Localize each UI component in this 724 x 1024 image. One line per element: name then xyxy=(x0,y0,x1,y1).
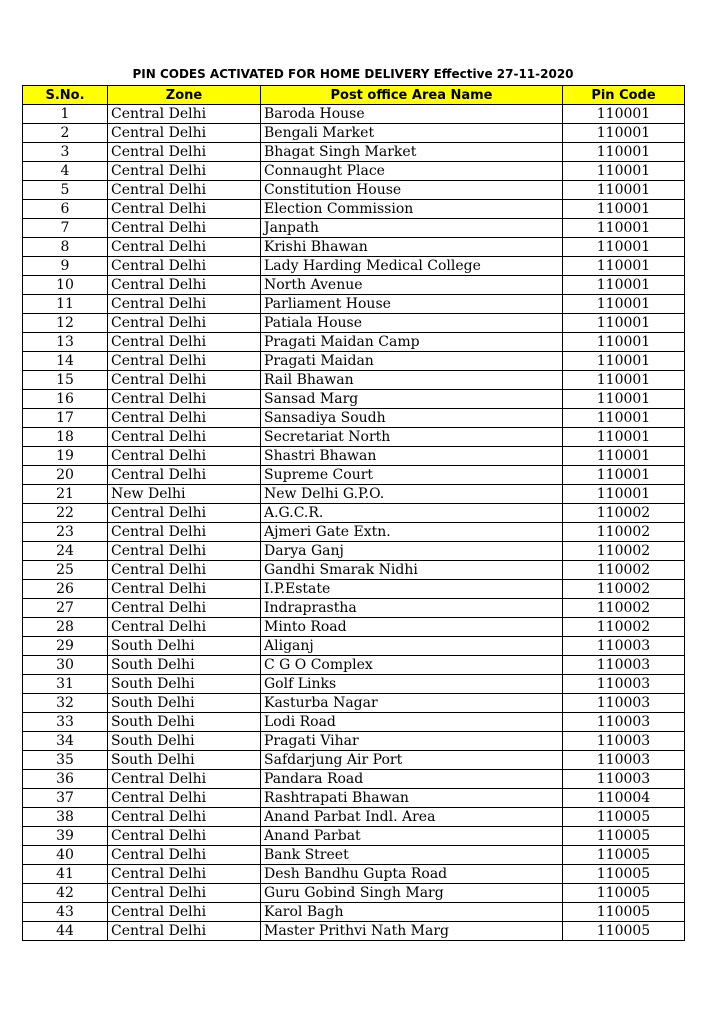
cell-area-name: I.P.Estate xyxy=(261,580,563,599)
cell-sno: 39 xyxy=(23,827,108,846)
cell-sno: 10 xyxy=(23,276,108,295)
table-row xyxy=(23,827,685,846)
cell-zone: South Delhi xyxy=(108,732,261,751)
cell-sno: 9 xyxy=(23,257,108,276)
cell-pin-code: 110003 xyxy=(563,751,685,770)
cell-sno: 6 xyxy=(23,200,108,219)
table-row xyxy=(23,808,685,827)
table-row xyxy=(23,751,685,770)
cell-zone: Central Delhi xyxy=(108,808,261,827)
cell-area-name: North Avenue xyxy=(261,276,563,295)
cell-sno: 40 xyxy=(23,846,108,865)
cell-area-name: Parliament House xyxy=(261,295,563,314)
cell-sno: 7 xyxy=(23,219,108,238)
table-row xyxy=(23,409,685,428)
table-row xyxy=(23,200,685,219)
column-header-sno: S.No. xyxy=(23,86,108,105)
cell-area-name: Lady Harding Medical College xyxy=(261,257,563,276)
cell-zone: Central Delhi xyxy=(108,276,261,295)
cell-pin-code: 110001 xyxy=(563,219,685,238)
table-row xyxy=(23,599,685,618)
cell-zone: South Delhi xyxy=(108,675,261,694)
cell-pin-code: 110001 xyxy=(563,200,685,219)
cell-zone: Central Delhi xyxy=(108,922,261,941)
table-row xyxy=(23,371,685,390)
cell-area-name: Election Commission xyxy=(261,200,563,219)
table-row xyxy=(23,542,685,561)
cell-area-name: Patiala House xyxy=(261,314,563,333)
cell-sno: 38 xyxy=(23,808,108,827)
cell-pin-code: 110003 xyxy=(563,713,685,732)
cell-zone: Central Delhi xyxy=(108,599,261,618)
cell-area-name: Lodi Road xyxy=(261,713,563,732)
table-row xyxy=(23,694,685,713)
cell-sno: 17 xyxy=(23,409,108,428)
cell-zone: Central Delhi xyxy=(108,200,261,219)
cell-pin-code: 110002 xyxy=(563,504,685,523)
cell-zone: South Delhi xyxy=(108,637,261,656)
cell-zone: Central Delhi xyxy=(108,884,261,903)
table-row xyxy=(23,143,685,162)
table-row xyxy=(23,447,685,466)
cell-sno: 32 xyxy=(23,694,108,713)
cell-area-name: Bank Street xyxy=(261,846,563,865)
table-header-row xyxy=(23,86,685,105)
table-row xyxy=(23,865,685,884)
cell-pin-code: 110003 xyxy=(563,656,685,675)
cell-zone: Central Delhi xyxy=(108,618,261,637)
cell-area-name: Baroda House xyxy=(261,105,563,124)
cell-sno: 24 xyxy=(23,542,108,561)
cell-zone: Central Delhi xyxy=(108,238,261,257)
cell-pin-code: 110005 xyxy=(563,865,685,884)
table-row xyxy=(23,333,685,352)
cell-pin-code: 110001 xyxy=(563,162,685,181)
table-row xyxy=(23,922,685,941)
cell-sno: 26 xyxy=(23,580,108,599)
cell-area-name: Aliganj xyxy=(261,637,563,656)
cell-sno: 4 xyxy=(23,162,108,181)
cell-pin-code: 110002 xyxy=(563,580,685,599)
table-row xyxy=(23,618,685,637)
cell-sno: 31 xyxy=(23,675,108,694)
cell-zone: Central Delhi xyxy=(108,333,261,352)
cell-zone: Central Delhi xyxy=(108,181,261,200)
cell-zone: Central Delhi xyxy=(108,295,261,314)
table-row xyxy=(23,276,685,295)
pin-code-table xyxy=(22,85,685,941)
table-row xyxy=(23,884,685,903)
cell-pin-code: 110002 xyxy=(563,618,685,637)
cell-pin-code: 110001 xyxy=(563,390,685,409)
cell-zone: Central Delhi xyxy=(108,865,261,884)
table-row xyxy=(23,523,685,542)
cell-sno: 27 xyxy=(23,599,108,618)
cell-pin-code: 110005 xyxy=(563,827,685,846)
cell-area-name: Golf Links xyxy=(261,675,563,694)
table-row xyxy=(23,675,685,694)
cell-sno: 5 xyxy=(23,181,108,200)
cell-zone: Central Delhi xyxy=(108,409,261,428)
cell-zone: South Delhi xyxy=(108,694,261,713)
cell-area-name: Desh Bandhu Gupta Road xyxy=(261,865,563,884)
cell-area-name: Ajmeri Gate Extn. xyxy=(261,523,563,542)
cell-pin-code: 110001 xyxy=(563,371,685,390)
cell-sno: 3 xyxy=(23,143,108,162)
table-row xyxy=(23,162,685,181)
cell-pin-code: 110001 xyxy=(563,352,685,371)
cell-sno: 29 xyxy=(23,637,108,656)
cell-zone: Central Delhi xyxy=(108,903,261,922)
cell-area-name: Bhagat Singh Market xyxy=(261,143,563,162)
cell-pin-code: 110001 xyxy=(563,124,685,143)
table-row xyxy=(23,257,685,276)
document-title: PIN CODES ACTIVATED FOR HOME DELIVERY Effective 27-11-2020 xyxy=(132,67,574,81)
cell-area-name: Master Prithvi Nath Marg xyxy=(261,922,563,941)
table-row xyxy=(23,238,685,257)
table-row xyxy=(23,656,685,675)
table-row xyxy=(23,770,685,789)
cell-pin-code: 110001 xyxy=(563,295,685,314)
cell-pin-code: 110001 xyxy=(563,105,685,124)
cell-zone: Central Delhi xyxy=(108,770,261,789)
cell-area-name: Secretariat North xyxy=(261,428,563,447)
cell-area-name: Pandara Road xyxy=(261,770,563,789)
cell-pin-code: 110005 xyxy=(563,884,685,903)
cell-pin-code: 110005 xyxy=(563,846,685,865)
cell-zone: Central Delhi xyxy=(108,789,261,808)
cell-pin-code: 110001 xyxy=(563,143,685,162)
cell-sno: 15 xyxy=(23,371,108,390)
cell-zone: Central Delhi xyxy=(108,542,261,561)
cell-pin-code: 110001 xyxy=(563,466,685,485)
cell-pin-code: 110005 xyxy=(563,922,685,941)
cell-area-name: Janpath xyxy=(261,219,563,238)
cell-pin-code: 110001 xyxy=(563,276,685,295)
cell-sno: 12 xyxy=(23,314,108,333)
cell-pin-code: 110003 xyxy=(563,694,685,713)
cell-area-name: Pragati Maidan xyxy=(261,352,563,371)
cell-zone: Central Delhi xyxy=(108,580,261,599)
table-row xyxy=(23,219,685,238)
cell-sno: 16 xyxy=(23,390,108,409)
cell-pin-code: 110002 xyxy=(563,523,685,542)
cell-pin-code: 110005 xyxy=(563,903,685,922)
cell-sno: 42 xyxy=(23,884,108,903)
cell-pin-code: 110003 xyxy=(563,675,685,694)
cell-sno: 2 xyxy=(23,124,108,143)
cell-sno: 19 xyxy=(23,447,108,466)
table-row xyxy=(23,485,685,504)
cell-pin-code: 110001 xyxy=(563,447,685,466)
cell-sno: 22 xyxy=(23,504,108,523)
cell-area-name: Rail Bhawan xyxy=(261,371,563,390)
cell-pin-code: 110003 xyxy=(563,732,685,751)
cell-pin-code: 110002 xyxy=(563,542,685,561)
cell-zone: Central Delhi xyxy=(108,390,261,409)
cell-sno: 23 xyxy=(23,523,108,542)
cell-pin-code: 110001 xyxy=(563,333,685,352)
cell-area-name: Krishi Bhawan xyxy=(261,238,563,257)
cell-pin-code: 110001 xyxy=(563,409,685,428)
cell-zone: Central Delhi xyxy=(108,846,261,865)
cell-sno: 43 xyxy=(23,903,108,922)
cell-pin-code: 110003 xyxy=(563,637,685,656)
cell-pin-code: 110002 xyxy=(563,561,685,580)
cell-zone: New Delhi xyxy=(108,485,261,504)
table-row xyxy=(23,789,685,808)
cell-zone: Central Delhi xyxy=(108,504,261,523)
cell-sno: 37 xyxy=(23,789,108,808)
cell-area-name: Minto Road xyxy=(261,618,563,637)
cell-area-name: Supreme Court xyxy=(261,466,563,485)
table-row xyxy=(23,352,685,371)
cell-pin-code: 110001 xyxy=(563,428,685,447)
cell-zone: South Delhi xyxy=(108,713,261,732)
cell-sno: 33 xyxy=(23,713,108,732)
table-row xyxy=(23,124,685,143)
cell-pin-code: 110001 xyxy=(563,181,685,200)
cell-zone: Central Delhi xyxy=(108,428,261,447)
cell-sno: 13 xyxy=(23,333,108,352)
table-row xyxy=(23,903,685,922)
cell-area-name: Pragati Maidan Camp xyxy=(261,333,563,352)
cell-zone: Central Delhi xyxy=(108,352,261,371)
cell-area-name: Constitution House xyxy=(261,181,563,200)
cell-sno: 28 xyxy=(23,618,108,637)
cell-zone: Central Delhi xyxy=(108,523,261,542)
cell-zone: South Delhi xyxy=(108,751,261,770)
table-row xyxy=(23,466,685,485)
table-row xyxy=(23,314,685,333)
cell-area-name: Rashtrapati Bhawan xyxy=(261,789,563,808)
cell-sno: 41 xyxy=(23,865,108,884)
cell-pin-code: 110001 xyxy=(563,238,685,257)
cell-sno: 36 xyxy=(23,770,108,789)
cell-sno: 1 xyxy=(23,105,108,124)
cell-area-name: New Delhi G.P.O. xyxy=(261,485,563,504)
cell-zone: Central Delhi xyxy=(108,124,261,143)
column-header-area: Post office Area Name xyxy=(261,86,563,105)
cell-area-name: Guru Gobind Singh Marg xyxy=(261,884,563,903)
table-row xyxy=(23,428,685,447)
table-row xyxy=(23,390,685,409)
table-row xyxy=(23,295,685,314)
cell-zone: Central Delhi xyxy=(108,314,261,333)
table-row xyxy=(23,846,685,865)
table-row xyxy=(23,105,685,124)
column-header-pin: Pin Code xyxy=(563,86,685,105)
cell-zone: Central Delhi xyxy=(108,466,261,485)
cell-area-name: Gandhi Smarak Nidhi xyxy=(261,561,563,580)
table-row xyxy=(23,181,685,200)
cell-area-name: C G O Complex xyxy=(261,656,563,675)
table-row xyxy=(23,580,685,599)
cell-sno: 11 xyxy=(23,295,108,314)
cell-zone: Central Delhi xyxy=(108,143,261,162)
cell-area-name: Karol Bagh xyxy=(261,903,563,922)
table-row xyxy=(23,561,685,580)
cell-zone: Central Delhi xyxy=(108,561,261,580)
table-row xyxy=(23,504,685,523)
cell-area-name: Kasturba Nagar xyxy=(261,694,563,713)
cell-sno: 34 xyxy=(23,732,108,751)
cell-area-name: A.G.C.R. xyxy=(261,504,563,523)
table-row xyxy=(23,713,685,732)
table-row xyxy=(23,732,685,751)
cell-zone: South Delhi xyxy=(108,656,261,675)
cell-pin-code: 110005 xyxy=(563,808,685,827)
cell-sno: 21 xyxy=(23,485,108,504)
cell-zone: Central Delhi xyxy=(108,162,261,181)
cell-area-name: Connaught Place xyxy=(261,162,563,181)
cell-sno: 18 xyxy=(23,428,108,447)
cell-area-name: Darya Ganj xyxy=(261,542,563,561)
cell-zone: Central Delhi xyxy=(108,447,261,466)
cell-pin-code: 110001 xyxy=(563,485,685,504)
cell-sno: 14 xyxy=(23,352,108,371)
cell-pin-code: 110004 xyxy=(563,789,685,808)
cell-zone: Central Delhi xyxy=(108,371,261,390)
cell-area-name: Sansadiya Soudh xyxy=(261,409,563,428)
cell-sno: 30 xyxy=(23,656,108,675)
cell-zone: Central Delhi xyxy=(108,105,261,124)
cell-area-name: Sansad Marg xyxy=(261,390,563,409)
cell-pin-code: 110003 xyxy=(563,770,685,789)
cell-area-name: Safdarjung Air Port xyxy=(261,751,563,770)
cell-area-name: Indraprastha xyxy=(261,599,563,618)
cell-area-name: Anand Parbat xyxy=(261,827,563,846)
cell-area-name: Shastri Bhawan xyxy=(261,447,563,466)
column-header-zone: Zone xyxy=(108,86,261,105)
cell-area-name: Pragati Vihar xyxy=(261,732,563,751)
cell-area-name: Anand Parbat Indl. Area xyxy=(261,808,563,827)
cell-zone: Central Delhi xyxy=(108,219,261,238)
cell-zone: Central Delhi xyxy=(108,257,261,276)
table-row xyxy=(23,637,685,656)
cell-pin-code: 110002 xyxy=(563,599,685,618)
cell-sno: 44 xyxy=(23,922,108,941)
cell-pin-code: 110001 xyxy=(563,257,685,276)
cell-sno: 25 xyxy=(23,561,108,580)
cell-pin-code: 110001 xyxy=(563,314,685,333)
cell-sno: 8 xyxy=(23,238,108,257)
cell-sno: 20 xyxy=(23,466,108,485)
cell-sno: 35 xyxy=(23,751,108,770)
cell-zone: Central Delhi xyxy=(108,827,261,846)
cell-area-name: Bengali Market xyxy=(261,124,563,143)
table-body xyxy=(23,105,685,941)
